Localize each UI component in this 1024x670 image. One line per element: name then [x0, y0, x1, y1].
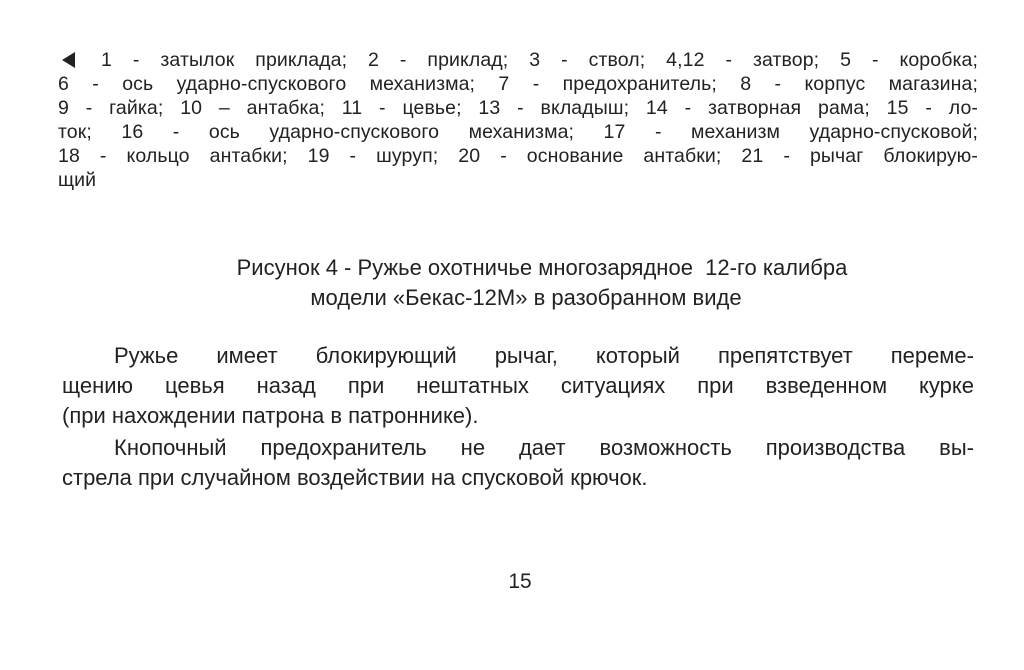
paragraph-line: Ружье имеет блокирующий рычаг, который препятствует переме-: [114, 343, 974, 368]
figure-legend: [58, 48, 978, 192]
paragraph-line: (при нахождении патрона в патроннике).: [62, 403, 479, 428]
legend-line: 9 - гайка; 10 – антабка; 11 - цевье; 13 - вкладыш; 14 - затворная рама; 15 - ло-: [58, 97, 978, 119]
paragraph-safety-button: [62, 433, 974, 493]
paragraph-line: Кнопочный предохранитель не дает возможность производства вы-: [114, 435, 974, 460]
legend-line: щий: [58, 169, 97, 191]
legend-line: ток; 16 - ось ударно-спускового механизма; 17 - механизм ударно-спусковой;: [58, 121, 978, 143]
legend-line: [58, 48, 978, 72]
legend-line: 18 - кольцо антабки; 19 - шуруп; 20 - основание антабки; 21 - рычаг блокирую-: [58, 145, 978, 167]
figure-caption-line-1: Рисунок 4 - Ружье охотничье многозарядное 12-го калибра: [236, 255, 848, 280]
legend-line-text: 1 - затылок приклада; 2 - приклад; 3 - ствол; 4,12 - затвор; 5 - коробка;: [101, 49, 978, 71]
left-triangle-icon: [62, 52, 75, 68]
paragraph-line: стрела при случайном воздействии на спусковой крючок.: [62, 465, 648, 490]
legend-line: 6 - ось ударно-спускового механизма; 7 - предохранитель; 8 - корпус магазина;: [58, 73, 978, 95]
page-number: 15: [508, 570, 532, 593]
paragraph-line: щению цевья назад при нештатных ситуациях при взведенном курке: [62, 373, 974, 398]
figure-caption-line-2: модели «Бекас-12М» в разобранном виде: [310, 285, 742, 310]
paragraph-blocking-lever: [62, 341, 974, 431]
